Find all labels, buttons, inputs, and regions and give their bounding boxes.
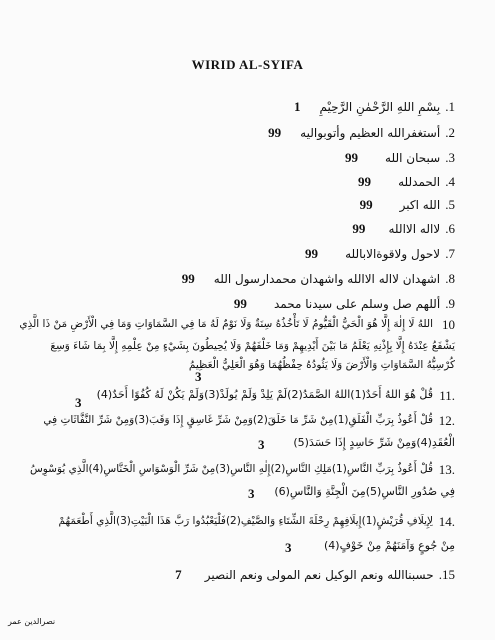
- item-count: 1: [293, 99, 301, 114]
- item-number: 1.: [445, 99, 455, 114]
- item-number: 5.: [445, 197, 455, 212]
- item-count: 99: [352, 221, 366, 236]
- item-text: حسبناالله ونعم الوكيل نعم المولى ونعم النصير: [204, 568, 434, 582]
- item-number: 2.: [445, 125, 455, 140]
- item-count: 3: [285, 540, 292, 555]
- item-6: [352, 218, 455, 237]
- item-count: 99: [304, 246, 318, 261]
- item-text: لاحول ولاقوةالابالله: [345, 247, 441, 261]
- item-text: الحمدلله: [398, 175, 441, 189]
- item-10-line-2: يَشْفَعُ عِنْدَهُ إِلَّا بِإِذْنِهِ يَعْلَمُ مَا بَيْنَ أَيْدِيهِمْ وَمَا خَلْفَهُمْ وَلَا يُحِيطُونَ بِشَيْءٍ مِنْ عِلْمِهِ إِلَّا بِمَا شَاءَ وَسِعَ: [50, 340, 455, 352]
- item-number: 12.: [438, 413, 455, 428]
- item-text: سبحان الله: [385, 151, 441, 165]
- item-10-line-1: اللهُ لَا إِلٰهَ إِلَّا هُوَ الْحَيُّ الْقَيُّومُ لَا تَأْخُذُهُ سِنَةٌ وَلَا نَوْمٌ لَهُ مَا فِي السَّمَاوَاتِ وَمَا فِي الْأَرْضِ مَنْ ذَا الَّذِي: [19, 318, 433, 330]
- item-count: 3: [195, 369, 202, 384]
- item-number: 15.: [438, 567, 455, 582]
- item-count: 99: [344, 150, 358, 165]
- item-count: 99: [359, 197, 373, 212]
- item-number: 13.: [438, 462, 455, 477]
- author-signature: نصرالدين عمر: [8, 617, 56, 626]
- item-5: [360, 194, 455, 213]
- item-3: [345, 147, 455, 166]
- item-number: 11.: [439, 388, 455, 403]
- item-text: أستغفرالله العظيم وأتوبواليه: [300, 126, 441, 140]
- item-number: 10: [442, 317, 455, 332]
- item-text: اشهدان لااله الاالله واشهدان محمدارسول الله: [213, 272, 441, 286]
- item-13-line-2: فِي صُدُورِ النَّاسِ(5)مِنَ الْجِنَّةِ وَالنَّاسِ(6): [274, 485, 455, 498]
- item-number: 4.: [445, 174, 455, 189]
- item-text: بِسْمِ اللهِ الرَّحْمٰنِ الرَّحِيْمِ: [319, 100, 441, 114]
- item-14-line-2: مِنْ جُوعٍ وَآمَنَهُمْ مِنْ خَوْفٍ(4): [323, 539, 455, 552]
- item-count: 7: [175, 567, 182, 582]
- item-12-line-2: الْعُقَدِ(4)وَمِنْ شَرِّ حَاسِدٍ إِذَا حَسَدَ(5): [293, 436, 455, 449]
- item-2: [268, 122, 455, 141]
- item-11-line-1: قُلْ هُوَ اللهُ أَحَدٌ(1)اللهُ الصَّمَدُ(2)لَمْ يَلِدْ وَلَمْ يُولَدْ(3)وَلَمْ يَكُنْ لَهُ كُفُوًا أَحَدٌ(4): [96, 388, 433, 401]
- item-8: [182, 268, 455, 287]
- item-number: 6.: [445, 221, 455, 236]
- item-number: 7.: [445, 246, 455, 261]
- item-count: 99: [268, 125, 282, 140]
- item-count: 3: [75, 395, 82, 410]
- item-count: 3: [248, 486, 255, 501]
- item-count: 99: [358, 174, 372, 189]
- item-number: 8.: [445, 271, 455, 286]
- item-13-line-1: قُلْ أَعُوذُ بِرَبِّ النَّاسِ(1)مَلِكِ النَّاسِ(2)إِلٰهِ النَّاسِ(3)مِنْ شَرِّ الْوَسْوَاسِ الْخَنَّاسِ(4)الَّذِي يُوَسْوِسُ: [29, 463, 433, 475]
- page-title: WIRID AL-SYIFA: [191, 57, 304, 72]
- item-number: 14.: [438, 514, 455, 529]
- item-7: [305, 243, 455, 262]
- item-14-line-1: لِإِيلَافِ قُرَيْشٍ(1)إِيلَافِهِمْ رِحْلَةَ الشِّتَاءِ وَالصَّيْفِ(2)فَلْيَعْبُدُوا رَبَّ هَذَا الْبَيْتِ(3)الَّذِي أَطْعَمَهُمْ: [58, 515, 433, 527]
- item-1: [294, 96, 455, 115]
- item-count: 3: [258, 437, 265, 452]
- item-text: لااله الاالله: [388, 222, 441, 236]
- item-text: أللهم صل وسلم على سيدنا محمد: [274, 297, 441, 311]
- item-count: 99: [233, 296, 247, 311]
- item-9: [234, 293, 455, 312]
- item-4: [358, 171, 455, 190]
- item-text: الله اكبر: [399, 198, 441, 212]
- item-count: 99: [181, 271, 195, 286]
- item-12-line-1: قُلْ أَعُوذُ بِرَبِّ الْفَلَقِ(1)مِنْ شَرِّ مَا خَلَقَ(2)وَمِنْ شَرِّ غَاسِقٍ إِذَا وَقَبَ(3)وَمِنْ شَرِّ النَّفَّاثَاتِ فِي: [43, 414, 433, 426]
- item-10-line-3: كُرْسِيُّهُ السَّمَاوَاتِ وَالْأَرْضَ وَلَا يَئُودُهُ حِفْظُهُمَا وَهُوَ الْعَلِيُّ الْعَظِيمُ: [188, 359, 455, 371]
- item-number: 3.: [445, 150, 455, 165]
- item-number: 9.: [445, 296, 455, 311]
- item-15: [175, 564, 455, 583]
